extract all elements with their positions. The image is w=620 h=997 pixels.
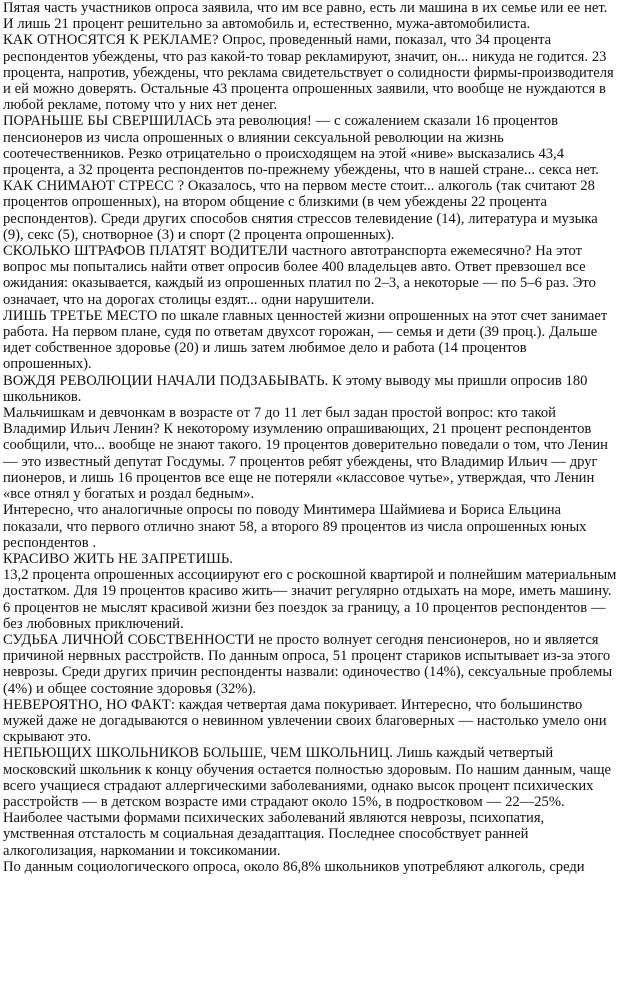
paragraph-smoking-women: НЕВЕРОЯТНО, НО ФАКТ: каждая четвертая дама покуривает. Интересно, что большинство мужей даже не догадываются о невинном увлечении своих благоверных — настолько умело они скрывают это. — [3, 696, 607, 746]
paragraph-sexual-revolution: ПОРАНЬШЕ БЫ СВЕРШИЛАСЬ эта революция! — с сожалением сказали 16 процентов пенсионеров из числа опрошенных о влиянии сексуальной революции на жизнь соотечественников. Резко отрицательно о происходящем на этой «ниве» высказались 43,4 процента, а 32 процента респондентов по-прежнему убеждены, что в нашей стране... секса нет. — [3, 113, 599, 179]
paragraph-advertising: КАК ОТНОСЯТСЯ К РЕКЛАМЕ? Опрос, проведенный нами, показал, что 34 процента респондентов убеждены, что раз какой-то товар рекламируют, значит, он... никуда не годится. 23 процента, напротив, убеждены, что реклама свидетельствует о солидности фирмы-производителя и ей можно доверять. Остальные 43 процента опрошенных заявили, что вообще не нуждаются в любой рекламе, потому что у них нет денег. — [3, 32, 614, 114]
paragraph-no-car-opinion: Пятая часть участников опроса заявила, что им все равно, есть ли машина в их семье или ее нет. И лишь 21 процент решительно за автомобиль и, естественно, мужа-автомобилиста. — [3, 0, 608, 33]
paragraph-shaimiev-yeltsin: Интересно, что аналогичные опросы по поводу Минтимера Шаймиева и Бориса Ельцина показали, что первого отлично знают 58, а второго 89 процентов из числа опрошенных юных респондентов . — [3, 502, 587, 551]
paragraph-revolution-leader: ВОЖДЯ РЕВОЛЮЦИИ НАЧАЛИ ПОДЗАБЫВАТЬ. К этому выводу мы пришли опросив 180 школьников. — [3, 372, 588, 405]
paragraph-driver-fines: СКОЛЬКО ШТРАФОВ ПЛАТЯТ ВОДИТЕЛИ частного автотранспорта ежемесячно? На этот вопрос мы попытались найти ответ опросив более 400 владельцев авто. Ответ превзошел все ожидания: оказывается, каждый из опрошенных платил по 2–3, а некоторые — по 5–6 раз. Это означает, что на дорогах столицы ездят... одни нарушители. — [3, 243, 596, 308]
paragraph-beautiful-life-heading: КРАСИВО ЖИТЬ НЕ ЗАПРЕТИШЬ. — [3, 550, 233, 567]
paragraph-mental-disorders: Наиболее частыми формами психических заболеваний являются неврозы, психопатия, умственная отсталость м социальная дезадаптация. Последнее способствует ранней алкоголизация, наркомании и токсикомании. — [3, 810, 545, 859]
paragraph-life-values: ЛИШЬ ТРЕТЬЕ МЕСТО по шкале главных ценностей жизни опрошенных на этот счет занимает работа. На первом плане, судя по ответам двухсот горожан, — семья и дети (39 проц.). Дальше идет собственное здоровье (20) и лишь затем любимое дело и работа (14 процентов опрошенных). — [3, 307, 608, 373]
paragraph-alcohol-survey: По данным социологического опроса, около 86,8% школьников употребляют алкоголь, среди — [3, 858, 585, 875]
paragraph-lenin-survey: Мальчишкам и девчонкам в возрасте от 7 до 11 лет был задан простой вопрос: кто такой Владимир Ильич Ленин? К некоторому изумлению опрашивающих, 21 процент респондентов сообщили, что... вообще не знают такого. 19 процентов доверительно поведали о том, что Ленин — это известный депутат Госдумы. 7 процентов ребят убеждены, что Владимир Ильич — друг пионеров, и лишь 16 процентов все еще не потеряли «классовое чутье», утверждая, что Ленин «все отнял у богатых и роздал бедным». — [3, 405, 608, 503]
paragraph-beautiful-life: 13,2 процента опрошенных ассоциируют его с роскошной квартирой и полнейшим материальным достатком. Для 19 процентов красиво жить— значит регулярно отдыхать на море, иметь машину. 6 процентов не мыслят красивой жизни без поездок за границу, а 10 процентов респондентов — без любовных приключений. — [3, 567, 617, 632]
paragraph-stress-relief: КАК СНИМАЮТ СТРЕСС ? Оказалось, что на первом месте стоит... алкоголь (так считают 28 процентов опрошенных), на втором общение с близкими (в чем убеждены 22 процента респондентов). Среди других способов снятия стрессов телевидение (14), литература и музыка (9), секс (5), снотворное (3) и спорт (2 процента опрошенных). — [3, 178, 598, 243]
paragraph-personal-property: СУДЬБА ЛИЧНОЙ СОБСТВЕННОСТИ не просто волнует сегодня пенсионеров, но и является причиной нервных расстройств. По данным опроса, 51 процент стариков испытывает из-за этого неврозы. Среди других причин респонденты назвали: одиночество (14%), сексуальные проблемы (4%) и общее состояние здоровья (32%). — [3, 631, 613, 697]
paragraph-schoolchildren-health: НЕПЬЮЩИХ ШКОЛЬНИКОВ БОЛЬШЕ, ЧЕМ ШКОЛЬНИЦ. Лишь каждый четвертый московский школьник к концу обучения остается полностью здоровым. По нашим данным, чаще всего учащиеся страдают аллергическими заболеваниями, однако высок процент психических расстройств — в детском возрасте ими страдают около 15%, в подростковом — 22—25%. — [3, 745, 611, 810]
